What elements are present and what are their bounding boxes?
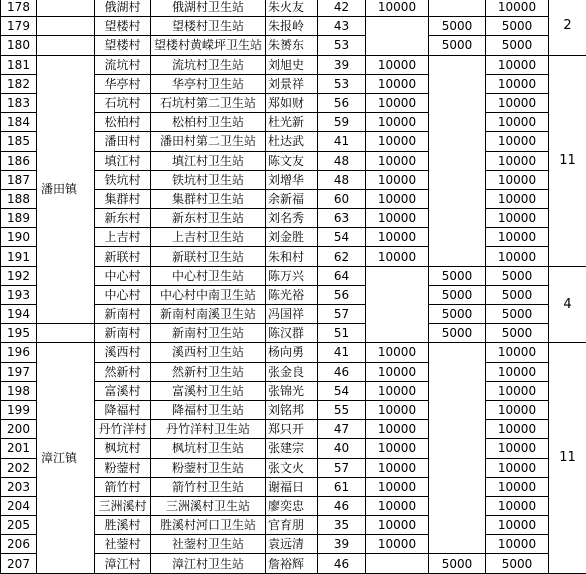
- cell-doctor: 刘金胜: [266, 228, 318, 247]
- cell-age: 56: [318, 93, 366, 112]
- cell-doctor: 郑只开: [266, 420, 318, 439]
- table-row: [1, 17, 586, 36]
- cell-age: 43: [318, 17, 366, 36]
- cell-a: 10000: [366, 496, 429, 515]
- cell-doctor: 张锦光: [266, 381, 318, 400]
- cell-doctor: 陈万兴: [266, 266, 318, 285]
- cell-age: 62: [318, 247, 366, 266]
- cell-total: 10000: [486, 420, 549, 439]
- cell-station: 新东村卫生站: [151, 209, 266, 228]
- cell-a: 10000: [366, 420, 429, 439]
- cell-doctor: 陈文友: [266, 151, 318, 170]
- cell-a: 10000: [366, 74, 429, 93]
- cell-town: 漳江镇: [37, 343, 95, 573]
- cell-station: 胜溪村河口卫生站: [151, 516, 266, 535]
- cell-village: 潘田村: [95, 132, 151, 151]
- cell-village: 三洲溪村: [95, 496, 151, 515]
- cell-village: 望楼村: [95, 36, 151, 55]
- cell-total: 10000: [486, 247, 549, 266]
- cell-a: 10000: [366, 247, 429, 266]
- cell-a: 10000: [366, 0, 429, 17]
- cell-village: 新南村: [95, 305, 151, 324]
- cell-a: 10000: [366, 516, 429, 535]
- cell-total: 10000: [486, 362, 549, 381]
- cell-village: 降福村: [95, 400, 151, 419]
- cell-station: 漳江村卫生站: [151, 554, 266, 573]
- cell-b: 5000: [429, 285, 486, 304]
- cell-no: 199: [1, 400, 37, 419]
- table-row: [1, 324, 586, 343]
- cell-total: 5000: [486, 36, 549, 55]
- cell-total: 10000: [486, 400, 549, 419]
- cell-group-count: 11: [549, 343, 586, 573]
- cell-station: 潘田村第二卫生站: [151, 132, 266, 151]
- cell-a: 10000: [366, 132, 429, 151]
- cell-town: 潘田镇: [37, 55, 95, 324]
- cell-a: 10000: [366, 381, 429, 400]
- cell-a: 10000: [366, 170, 429, 189]
- cell-group-count: 2: [549, 0, 586, 55]
- cell-age: 35: [318, 516, 366, 535]
- cell-doctor: 刘铭邦: [266, 400, 318, 419]
- cell-no: 205: [1, 516, 37, 535]
- cell-village: 新东村: [95, 209, 151, 228]
- cell-village: 上吉村: [95, 228, 151, 247]
- cell-no: 195: [1, 324, 37, 343]
- cell-no: 181: [1, 55, 37, 74]
- cell-no: 202: [1, 458, 37, 477]
- cell-village: 粉蓥村: [95, 458, 151, 477]
- cell-station: 俄湖村卫生站: [151, 0, 266, 17]
- cell-a: 10000: [366, 209, 429, 228]
- cell-station: 中心村卫生站: [151, 266, 266, 285]
- cell-doctor: 朱赟东: [266, 36, 318, 55]
- cell-age: 48: [318, 151, 366, 170]
- cell-doctor: 杜光新: [266, 113, 318, 132]
- cell-no: 187: [1, 170, 37, 189]
- cell-age: 39: [318, 55, 366, 74]
- cell-village: 富溪村: [95, 381, 151, 400]
- cell-village: 流坑村: [95, 55, 151, 74]
- cell-no: 178: [1, 0, 37, 17]
- cell-town-empty: [37, 324, 95, 343]
- cell-b: [429, 343, 486, 554]
- cell-age: 51: [318, 324, 366, 343]
- cell-town-empty: [37, 17, 95, 36]
- cell-no: 179: [1, 17, 37, 36]
- cell-doctor: 谢福日: [266, 477, 318, 496]
- cell-no: 182: [1, 74, 37, 93]
- cell-no: 197: [1, 362, 37, 381]
- cell-station: 三洲溪村卫生站: [151, 496, 266, 515]
- cell-age: 39: [318, 535, 366, 554]
- cell-total: 5000: [486, 305, 549, 324]
- cell-station: 中心村中南卫生站: [151, 285, 266, 304]
- cell-station: 溪西村卫生站: [151, 343, 266, 362]
- cell-b: 5000: [429, 36, 486, 55]
- cell-total: 10000: [486, 209, 549, 228]
- cell-age: 59: [318, 113, 366, 132]
- cell-a: 10000: [366, 400, 429, 419]
- cell-doctor: 官育朋: [266, 516, 318, 535]
- cell-age: 46: [318, 496, 366, 515]
- cell-station: 填江村卫生站: [151, 151, 266, 170]
- cell-no: 189: [1, 209, 37, 228]
- cell-station: 然新村卫生站: [151, 362, 266, 381]
- cell-a: 10000: [366, 439, 429, 458]
- cell-doctor: 杜达武: [266, 132, 318, 151]
- cell-doctor: 张文火: [266, 458, 318, 477]
- cell-doctor: 刘增华: [266, 170, 318, 189]
- cell-no: 193: [1, 285, 37, 304]
- cell-a: 10000: [366, 343, 429, 362]
- cell-total: 10000: [486, 496, 549, 515]
- cell-age: 46: [318, 362, 366, 381]
- cell-village: 中心村: [95, 266, 151, 285]
- cell-village: 填江村: [95, 151, 151, 170]
- cell-b: 5000: [429, 324, 486, 343]
- cell-station: 铁坑村卫生站: [151, 170, 266, 189]
- cell-total: 10000: [486, 439, 549, 458]
- cell-doctor: 刘旭史: [266, 55, 318, 74]
- cell-no: 186: [1, 151, 37, 170]
- cell-a: 10000: [366, 477, 429, 496]
- cell-station: 松柏村卫生站: [151, 113, 266, 132]
- cell-station: 社蓥村卫生站: [151, 535, 266, 554]
- cell-total: 10000: [486, 381, 549, 400]
- cell-no: 204: [1, 496, 37, 515]
- cell-station: 枫坑村卫生站: [151, 439, 266, 458]
- cell-total: 5000: [486, 266, 549, 285]
- table-row: [1, 0, 586, 17]
- cell-b: 5000: [429, 17, 486, 36]
- cell-total: 5000: [486, 17, 549, 36]
- cell-age: 63: [318, 209, 366, 228]
- cell-town-empty: [37, 0, 95, 17]
- cell-a: [366, 266, 429, 343]
- cell-a: 10000: [366, 458, 429, 477]
- cell-a: 10000: [366, 113, 429, 132]
- cell-age: 46: [318, 554, 366, 573]
- cell-station: 新南村卫生站: [151, 324, 266, 343]
- cell-town-empty: [37, 36, 95, 55]
- cell-village: 箭竹村: [95, 477, 151, 496]
- cell-village: 华亭村: [95, 74, 151, 93]
- cell-a: 10000: [366, 189, 429, 208]
- cell-age: 41: [318, 132, 366, 151]
- cell-village: 胜溪村: [95, 516, 151, 535]
- cell-doctor: 朱报岭: [266, 17, 318, 36]
- cell-no: 185: [1, 132, 37, 151]
- cell-a: 10000: [366, 151, 429, 170]
- cell-age: 57: [318, 305, 366, 324]
- cell-no: 192: [1, 266, 37, 285]
- cell-b: 5000: [429, 305, 486, 324]
- cell-doctor: 杨向勇: [266, 343, 318, 362]
- cell-village: 望楼村: [95, 17, 151, 36]
- cell-no: 196: [1, 343, 37, 362]
- cell-age: 47: [318, 420, 366, 439]
- table-row: [1, 36, 586, 55]
- cell-total: 10000: [486, 228, 549, 247]
- cell-a: 10000: [366, 55, 429, 74]
- cell-village: 然新村: [95, 362, 151, 381]
- cell-station: 粉蓥村卫生站: [151, 458, 266, 477]
- cell-total: 10000: [486, 477, 549, 496]
- cell-b: 5000: [429, 554, 486, 573]
- cell-group-count: 4: [549, 266, 586, 343]
- cell-b: [429, 55, 486, 266]
- cell-village: 社蓥村: [95, 535, 151, 554]
- cell-doctor: 刘名秀: [266, 209, 318, 228]
- cell-doctor: 张金良: [266, 362, 318, 381]
- cell-total: 10000: [486, 113, 549, 132]
- cell-station: 望楼村卫生站: [151, 17, 266, 36]
- cell-no: 198: [1, 381, 37, 400]
- cell-doctor: 廖奕忠: [266, 496, 318, 515]
- cell-total: 10000: [486, 189, 549, 208]
- cell-doctor: 陈光裕: [266, 285, 318, 304]
- cell-station: 新联村卫生站: [151, 247, 266, 266]
- cell-total: 5000: [486, 554, 549, 573]
- cell-station: 富溪村卫生站: [151, 381, 266, 400]
- cell-doctor: 余新福: [266, 189, 318, 208]
- cell-total: 10000: [486, 343, 549, 362]
- cell-no: 194: [1, 305, 37, 324]
- cell-a: 10000: [366, 93, 429, 112]
- cell-station: 望楼村黄嵘坪卫生站: [151, 36, 266, 55]
- cell-age: 53: [318, 74, 366, 93]
- cell-total: 10000: [486, 170, 549, 189]
- cell-age: 60: [318, 189, 366, 208]
- cell-no: 200: [1, 420, 37, 439]
- cell-village: 溪西村: [95, 343, 151, 362]
- cell-no: 190: [1, 228, 37, 247]
- cell-village: 集群村: [95, 189, 151, 208]
- cell-village: 新南村: [95, 324, 151, 343]
- table-row: [1, 55, 586, 74]
- cell-no: 203: [1, 477, 37, 496]
- cell-age: 54: [318, 381, 366, 400]
- cell-village: 新联村: [95, 247, 151, 266]
- cell-village: 枫坑村: [95, 439, 151, 458]
- cell-doctor: 冯国祥: [266, 305, 318, 324]
- cell-doctor: 朱火友: [266, 0, 318, 17]
- cell-total: 10000: [486, 516, 549, 535]
- cell-group-count: 11: [549, 55, 586, 266]
- cell-doctor: 张建宗: [266, 439, 318, 458]
- cell-station: 集群村卫生站: [151, 189, 266, 208]
- cell-a: [366, 17, 429, 55]
- cell-village: 中心村: [95, 285, 151, 304]
- cell-doctor: 詹裕辉: [266, 554, 318, 573]
- cell-a: [366, 554, 429, 573]
- cell-age: 48: [318, 170, 366, 189]
- cell-age: 54: [318, 228, 366, 247]
- cell-station: 上吉村卫生站: [151, 228, 266, 247]
- cell-doctor: 刘景祥: [266, 74, 318, 93]
- cell-doctor: 陈汉群: [266, 324, 318, 343]
- cell-no: 184: [1, 113, 37, 132]
- cell-no: 188: [1, 189, 37, 208]
- cell-age: 41: [318, 343, 366, 362]
- cell-age: 40: [318, 439, 366, 458]
- cell-village: 丹竹洋村: [95, 420, 151, 439]
- cell-no: 183: [1, 93, 37, 112]
- cell-a: 10000: [366, 535, 429, 554]
- cell-no: 206: [1, 535, 37, 554]
- cell-total: 10000: [486, 151, 549, 170]
- cell-a: 10000: [366, 362, 429, 381]
- cell-total: 5000: [486, 324, 549, 343]
- cell-village: 松柏村: [95, 113, 151, 132]
- cell-doctor: 郑如财: [266, 93, 318, 112]
- cell-total: 10000: [486, 0, 549, 17]
- cell-village: 俄湖村: [95, 0, 151, 17]
- cell-total: 10000: [486, 93, 549, 112]
- cell-station: 新南村南溪卫生站: [151, 305, 266, 324]
- cell-age: 61: [318, 477, 366, 496]
- cell-age: 42: [318, 0, 366, 17]
- cell-village: 漳江村: [95, 554, 151, 573]
- cell-station: 石坑村第二卫生站: [151, 93, 266, 112]
- cell-total: 10000: [486, 458, 549, 477]
- cell-age: 55: [318, 400, 366, 419]
- table-row: [1, 343, 586, 362]
- cell-station: 流坑村卫生站: [151, 55, 266, 74]
- cell-total: 10000: [486, 74, 549, 93]
- cell-age: 64: [318, 266, 366, 285]
- cell-age: 56: [318, 285, 366, 304]
- cell-village: 铁坑村: [95, 170, 151, 189]
- cell-doctor: 袁远清: [266, 535, 318, 554]
- cell-station: 箭竹村卫生站: [151, 477, 266, 496]
- cell-no: 207: [1, 554, 37, 573]
- cell-no: 201: [1, 439, 37, 458]
- cell-b: [429, 0, 486, 17]
- cell-village: 石坑村: [95, 93, 151, 112]
- cell-station: 降福村卫生站: [151, 400, 266, 419]
- cell-total: 10000: [486, 55, 549, 74]
- cell-age: 57: [318, 458, 366, 477]
- cell-age: 53: [318, 36, 366, 55]
- cell-total: 10000: [486, 132, 549, 151]
- cell-b: 5000: [429, 266, 486, 285]
- cell-station: 华亭村卫生站: [151, 74, 266, 93]
- cell-station: 丹竹洋村卫生站: [151, 420, 266, 439]
- cell-total: 5000: [486, 285, 549, 304]
- cell-no: 180: [1, 36, 37, 55]
- cell-doctor: 朱和村: [266, 247, 318, 266]
- cell-no: 191: [1, 247, 37, 266]
- cell-a: 10000: [366, 228, 429, 247]
- cell-total: 10000: [486, 535, 549, 554]
